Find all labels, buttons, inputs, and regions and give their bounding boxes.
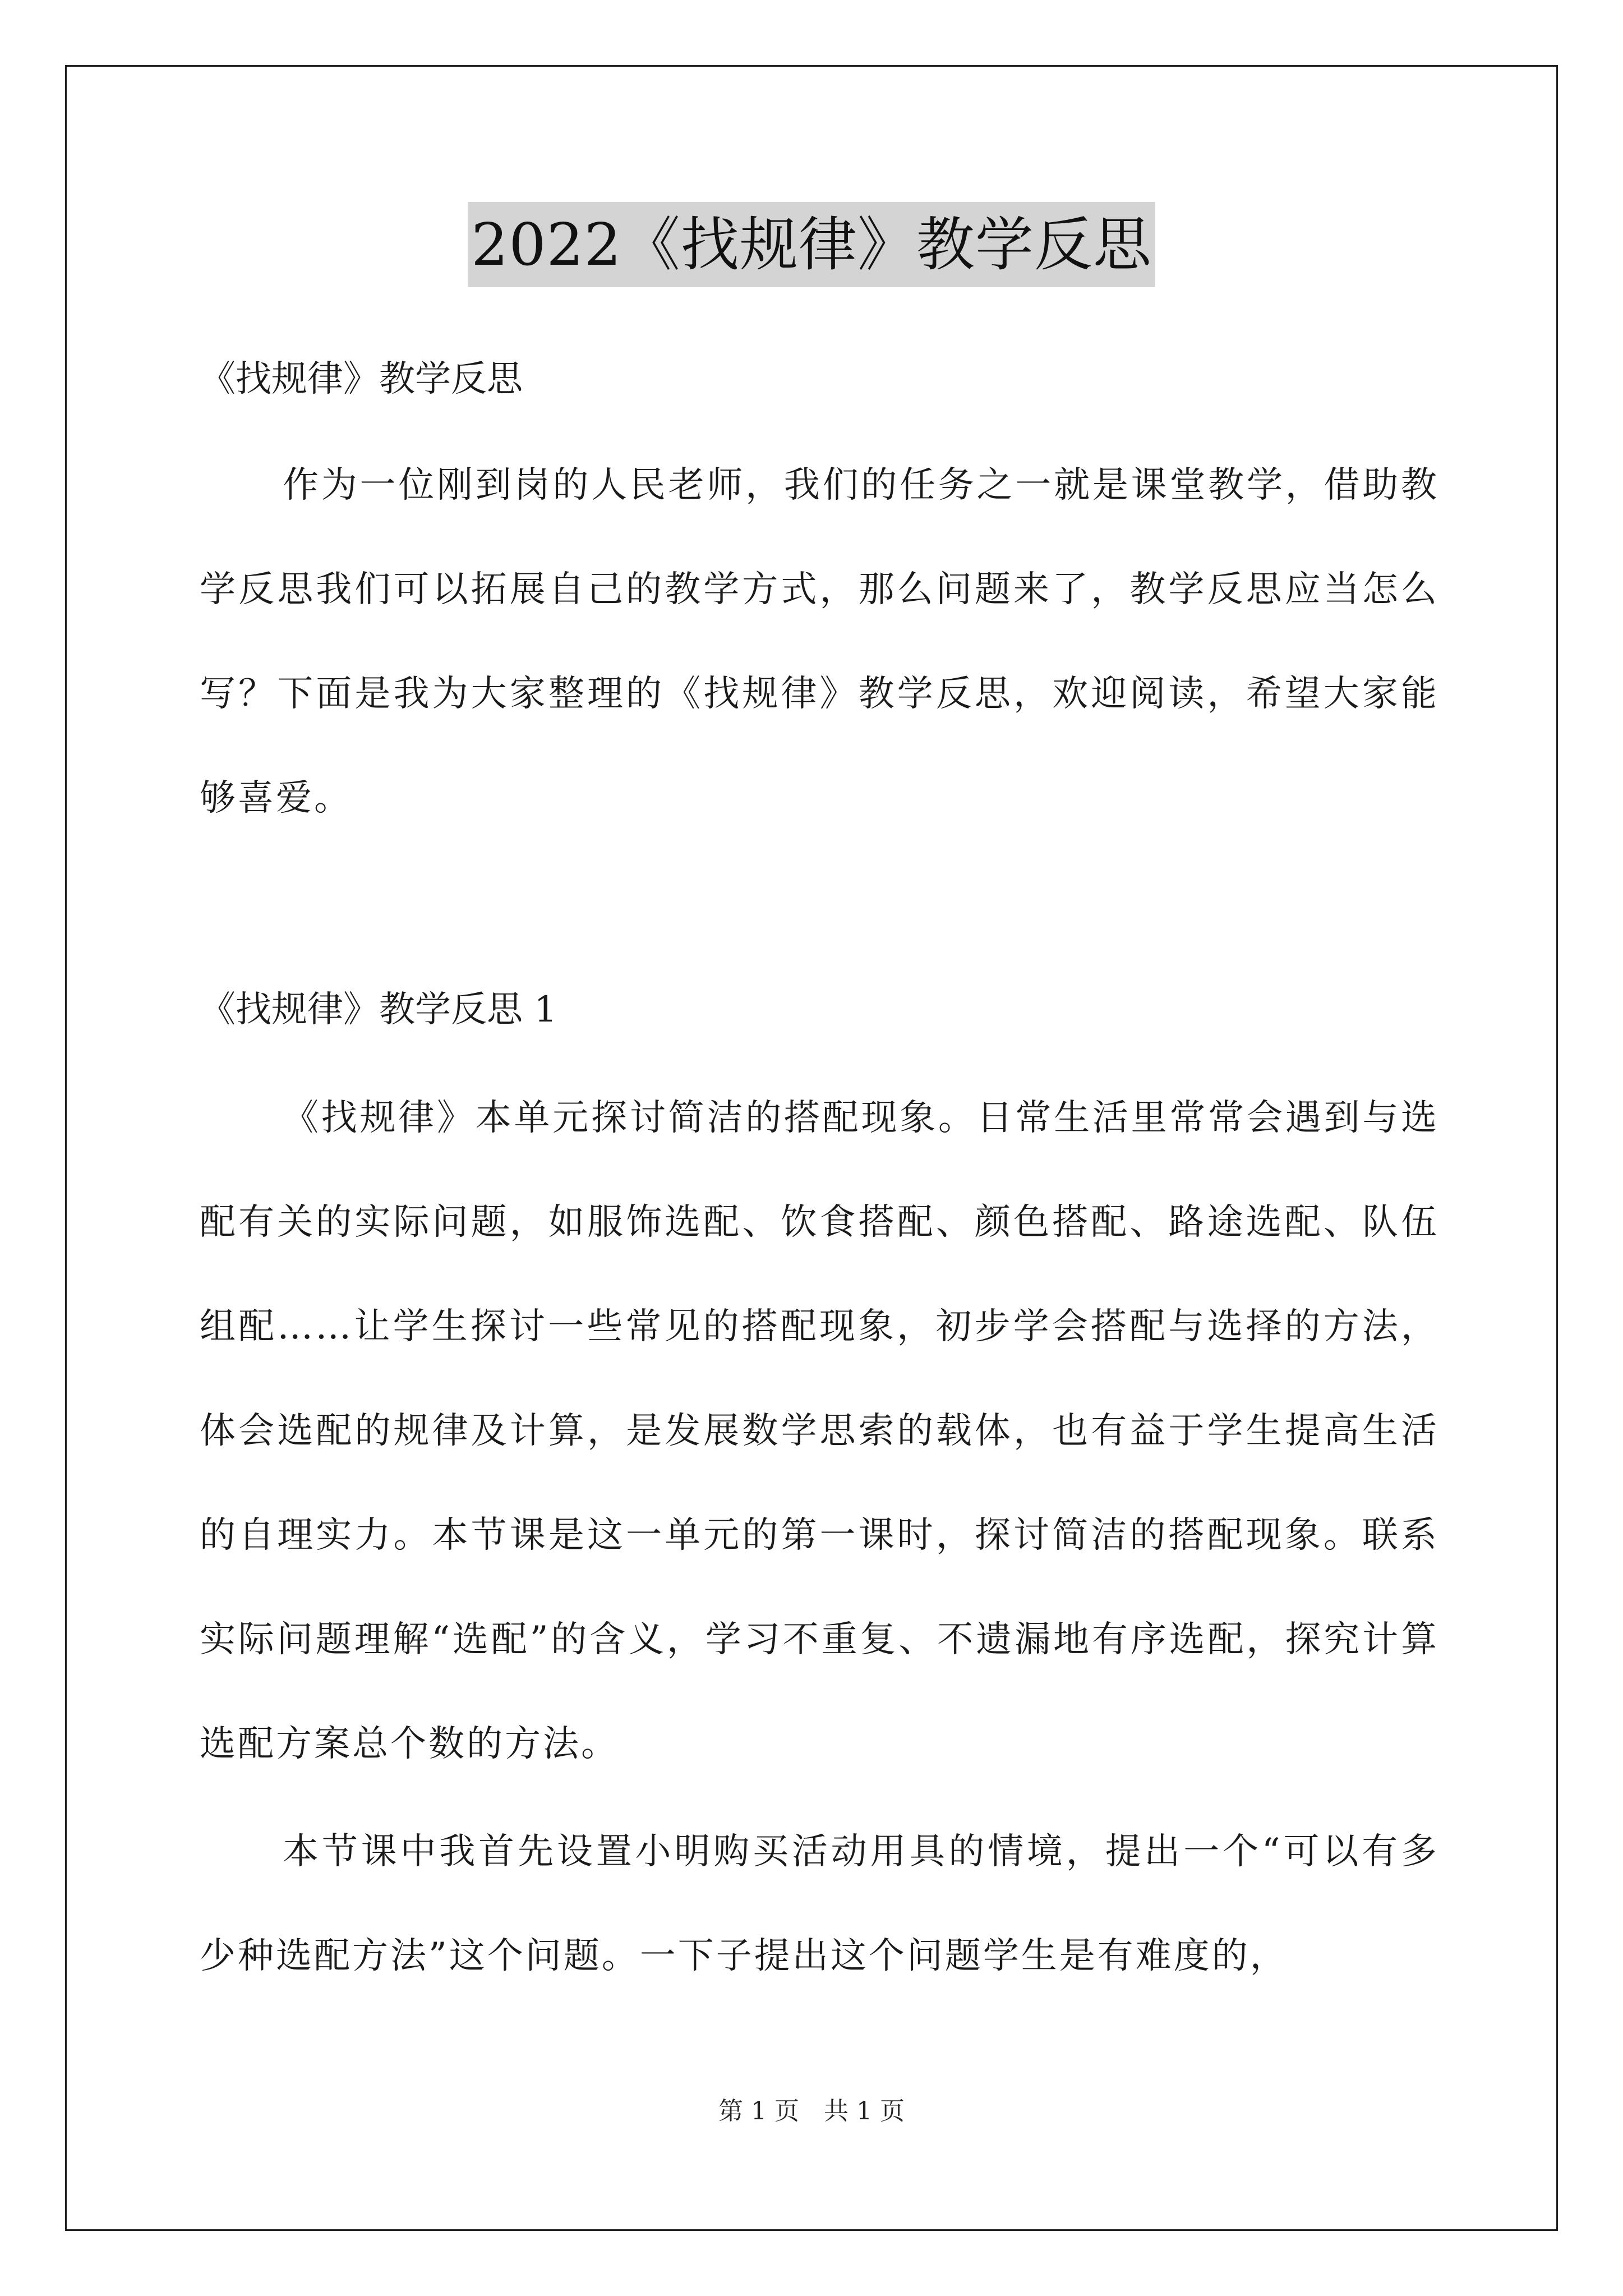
title-container bbox=[0, 202, 1623, 287]
section-1-heading: 《找规律》教学反思 1 bbox=[200, 989, 557, 1030]
intro-paragraph: 作为一位刚到岗的人民老师，我们的任务之一就是课堂教学，借助教学反思我们可以拓展自己的教学方式，那么问题来了，教学反思应当怎么写？下面是我为大家整理的《找规律》教学反思，欢迎阅读，希望大家能够喜爱。 bbox=[200, 464, 1439, 819]
document-title: 2022《找规律》教学反思 bbox=[468, 202, 1155, 287]
intro-heading: 《找规律》教学反思 bbox=[200, 358, 523, 400]
section-1-paragraph-1: 《找规律》本单元探讨简洁的搭配现象。日常生活里常常会遇到与选配有关的实际问题，如服饰选配、饮食搭配、颜色搭配、路途选配、队伍组配……让学生探讨一些常见的搭配现象，初步学会搭配与选择的方法，体会选配的规律及计算，是发展数学思索的载体，也有益于学生提高生活的自理实力。本节课是这一单元的第一课时，探讨简洁的搭配现象。联系实际问题理解“选配”的含义，学习不重复、不遗漏地有序选配，探究计算选配方案总个数的方法。 bbox=[200, 1097, 1439, 1765]
section-1-paragraph-2: 本节课中我首先设置小明购买活动用具的情境，提出一个“可以有多少种选配方法”这个问题。一下子提出这个问题学生是有难度的， bbox=[200, 1831, 1439, 1977]
page-footer: 第 1 页 共 1 页 bbox=[718, 2097, 905, 2125]
